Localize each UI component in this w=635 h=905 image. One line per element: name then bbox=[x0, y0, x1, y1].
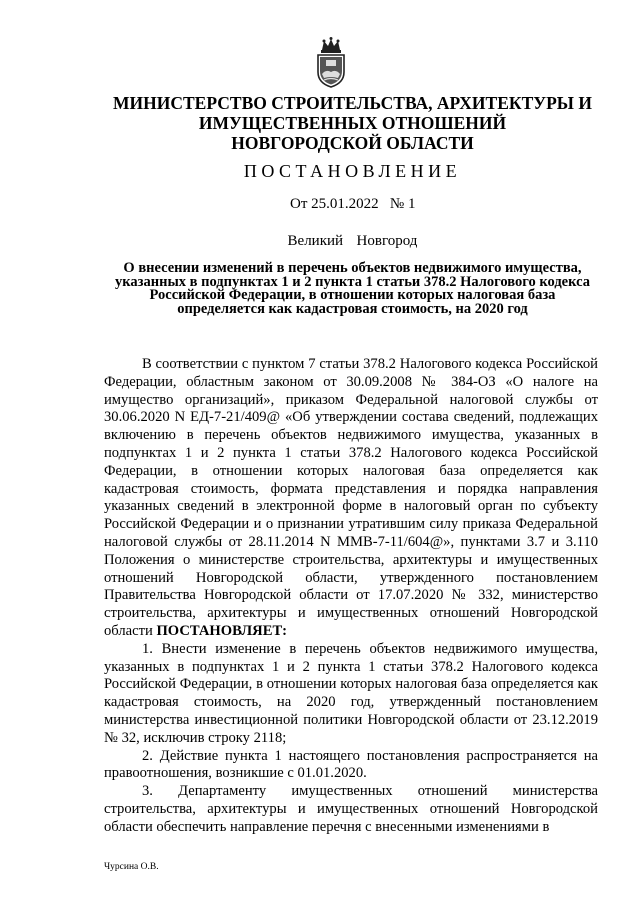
ministry-name-line2: ИМУЩЕСТВЕННЫХ ОТНОШЕНИЙ bbox=[198, 113, 507, 133]
subject-line4: определяется как кадастровая стоимость, на 2020 год bbox=[177, 300, 528, 317]
preamble-paragraph bbox=[104, 356, 598, 641]
ministry-name bbox=[60, 93, 635, 153]
author-signature: Чурсина О.В. bbox=[104, 862, 159, 872]
ministry-name-line1: МИНИСТЕРСТВО СТРОИТЕЛЬСТВА, АРХИТЕКТУРЫ И bbox=[113, 93, 592, 113]
subject-line3: Российской Федерации, в отношении которых налоговая база bbox=[149, 287, 556, 303]
item-1-paragraph: 1. Внести изменение в перечень объектов недвижимого имущества, указанных в подпунктах 1 и 2 пункта 1 статьи 378.2 Налогового кодекса Российской Федерации, в отношении которых налоговая база определяется как кадастровая стоимость, на 2020 год, утвержденный постановлением министерства инвестиционной политики Новгородской области от 23.12.2019 № 32, исключив строку 2118; bbox=[104, 640, 598, 746]
document-city: Великий Новгород bbox=[287, 233, 418, 249]
coat-of-arms-icon bbox=[314, 36, 348, 88]
item-3-paragraph: 3. Департаменту имущественных отношений министерства строительства, архитектуры и имущественных отношений Новгородской области обеспечить направление перечня с внесенными изменениями в bbox=[104, 783, 598, 835]
subject-line1: О внесении изменений в перечень объектов недвижимого имущества, bbox=[123, 260, 582, 276]
subject-line2: указанных в подпунктах 1 и 2 пункта 1 статьи 378.2 Налогового кодекса bbox=[115, 273, 590, 290]
ministry-name-line3: НОВГОРОДСКОЙ ОБЛАСТИ bbox=[231, 133, 474, 153]
preamble-text: В соответствии с пунктом 7 статьи 378.2 Налогового кодекса Российской Федерации, областным законом от 30.09.2008 № 384-ОЗ «О налоге на имущество организаций», приказом Федеральной налоговой службы от 30.06.2020 N ЕД-7-21/409@ «Об утверждении состава сведений, подлежащих включению в перечень объектов недвижимого имущества, указанных в подпунктах 1 и 2 пункта 1 статьи 378.2 Налогового кодекса Российской Федерации, в отношении которых налоговая база определяется как кадастровая стоимость, формата представления и порядка направления указанных сведений в электронной форме в налоговый орган по субъекту Российской Федерации и о признании утратившим силу приказа Федеральной налоговой службы от 28.11.2014 N ММВ-7-11/604@», пунктами 3.7 и 3.110 Положения о министерстве строительства, архитектуры и имущественных отношений Новгородской области, утвержденного постановлением Правительства Новгородской области от 17.07.2020 № 332, министерство строительства, архитектуры и имущественных отношений Новгородской области bbox=[104, 356, 598, 639]
document-date-number: От 25.01.2022 № 1 bbox=[290, 196, 416, 212]
document-body bbox=[104, 356, 598, 837]
document-type: ПОСТАНОВЛЕНИЕ bbox=[243, 161, 462, 181]
item-2-paragraph: 2. Действие пункта 1 настоящего постановления распространяется на правоотношения, возникшие с 01.01.2020. bbox=[104, 747, 598, 782]
decree-word: ПОСТАНОВЛЯЕТ: bbox=[156, 622, 288, 639]
document-subject bbox=[60, 262, 635, 316]
